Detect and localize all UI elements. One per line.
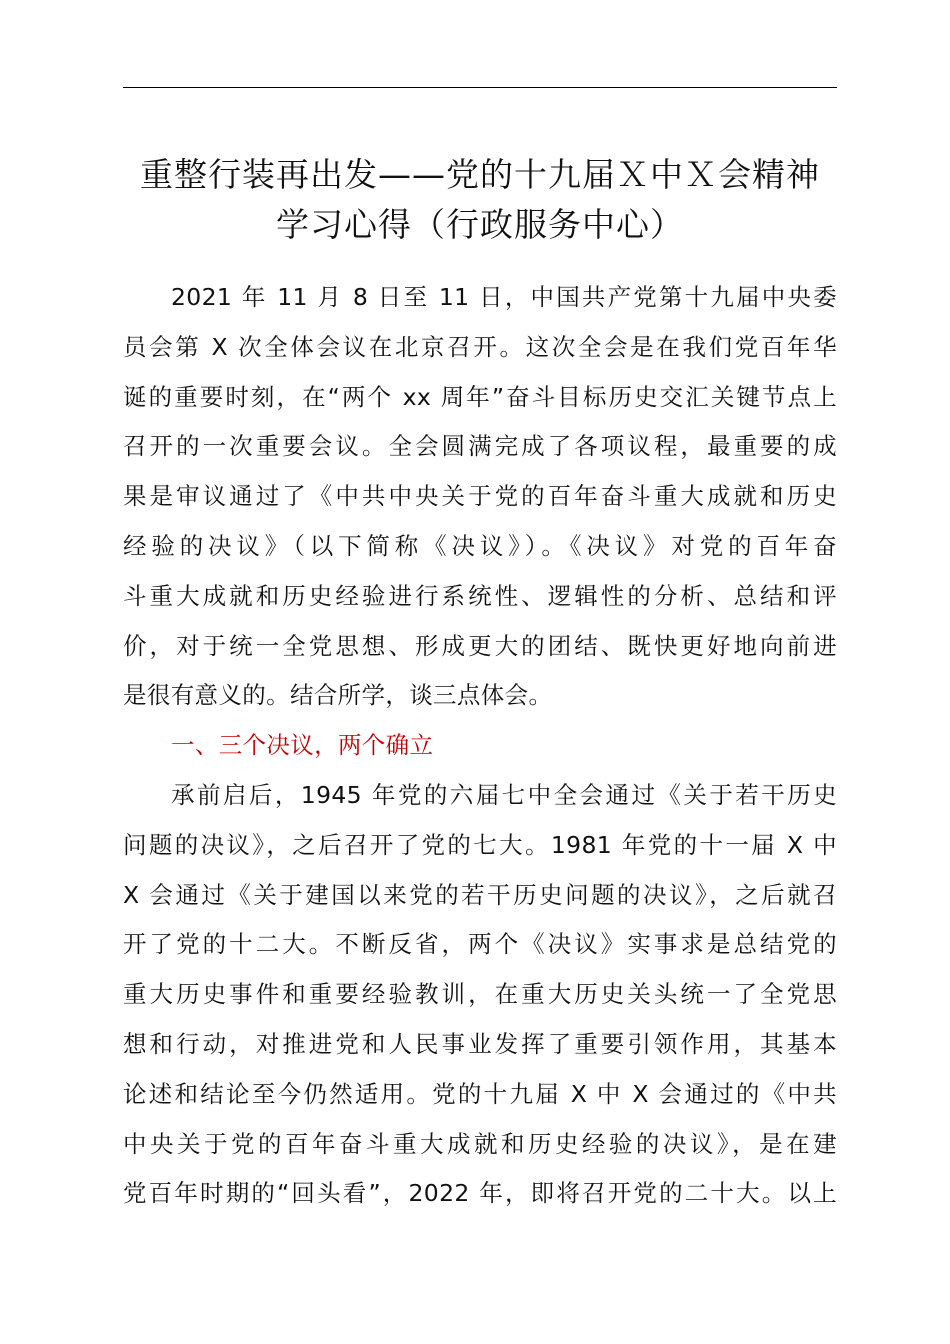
paragraph-intro bbox=[123, 273, 837, 721]
text-line: 是很有意义的。结合所学，谈三点体会。 bbox=[123, 681, 553, 710]
text-line: 果是审议通过了《中共中央关于党的百年奋斗重大成就和历史 bbox=[123, 482, 837, 511]
text-line: 斗重大成就和历史经验进行系统性、逻辑性的分析、总结和评 bbox=[123, 581, 837, 610]
text-line: 党百年时期的“回头看”，2022 年，即将召开党的二十大。以上 bbox=[123, 1179, 837, 1208]
text-line: 诞的重要时刻，在“两个 xx 周年”奋斗目标历史交汇关键节点上 bbox=[123, 382, 837, 411]
text-line: X 会通过《关于建国以来党的若干历史问题的决议》，之后就召 bbox=[123, 880, 837, 909]
text-line: 开了党的十二大。不断反省，两个《决议》实事求是总结党的 bbox=[123, 930, 837, 959]
text-line: 承前启后，1945 年党的六届七中全会通过《关于若干历史 bbox=[171, 780, 837, 809]
text-line: 问题的决议》，之后召开了党的七大。1981 年党的十一届 X 中 bbox=[123, 830, 837, 859]
title-line: 重整行装再出发——党的十九届Ｘ中Ｘ会精神 bbox=[140, 155, 820, 194]
text-line: 2021 年 11 月 8 日至 11 日，中国共产党第十九届中央委 bbox=[171, 283, 837, 311]
document-title bbox=[123, 150, 837, 250]
title-line: 学习心得（行政服务中心） bbox=[276, 205, 684, 244]
text-line: 重大历史事件和重要经验教训，在重大历史关头统一了全党思 bbox=[123, 980, 837, 1009]
text-line: 价，对于统一全党思想、形成更大的团结、既快更好地向前进 bbox=[123, 631, 837, 660]
paragraph-section-one bbox=[123, 771, 837, 1219]
section-heading: 一、三个决议，两个确立 bbox=[171, 731, 434, 760]
header-rule bbox=[123, 87, 837, 88]
text-line: 召开的一次重要会议。全会圆满完成了各项议程，最重要的成 bbox=[123, 432, 837, 461]
document-body bbox=[123, 273, 837, 1219]
text-line: 论述和结论至今仍然适用。党的十九届 X 中 X 会通过的《中共 bbox=[123, 1079, 837, 1108]
text-line: 经验的决议》（以下简称《决议》）。《决议》对党的百年奋 bbox=[123, 531, 837, 560]
text-line: 员会第 X 次全体会议在北京召开。这次全会是在我们党百年华 bbox=[123, 332, 837, 361]
text-line: 想和行动，对推进党和人民事业发挥了重要引领作用，其基本 bbox=[123, 1029, 837, 1058]
text-line: 中央关于党的百年奋斗重大成就和历史经验的决议》，是在建 bbox=[123, 1129, 837, 1158]
